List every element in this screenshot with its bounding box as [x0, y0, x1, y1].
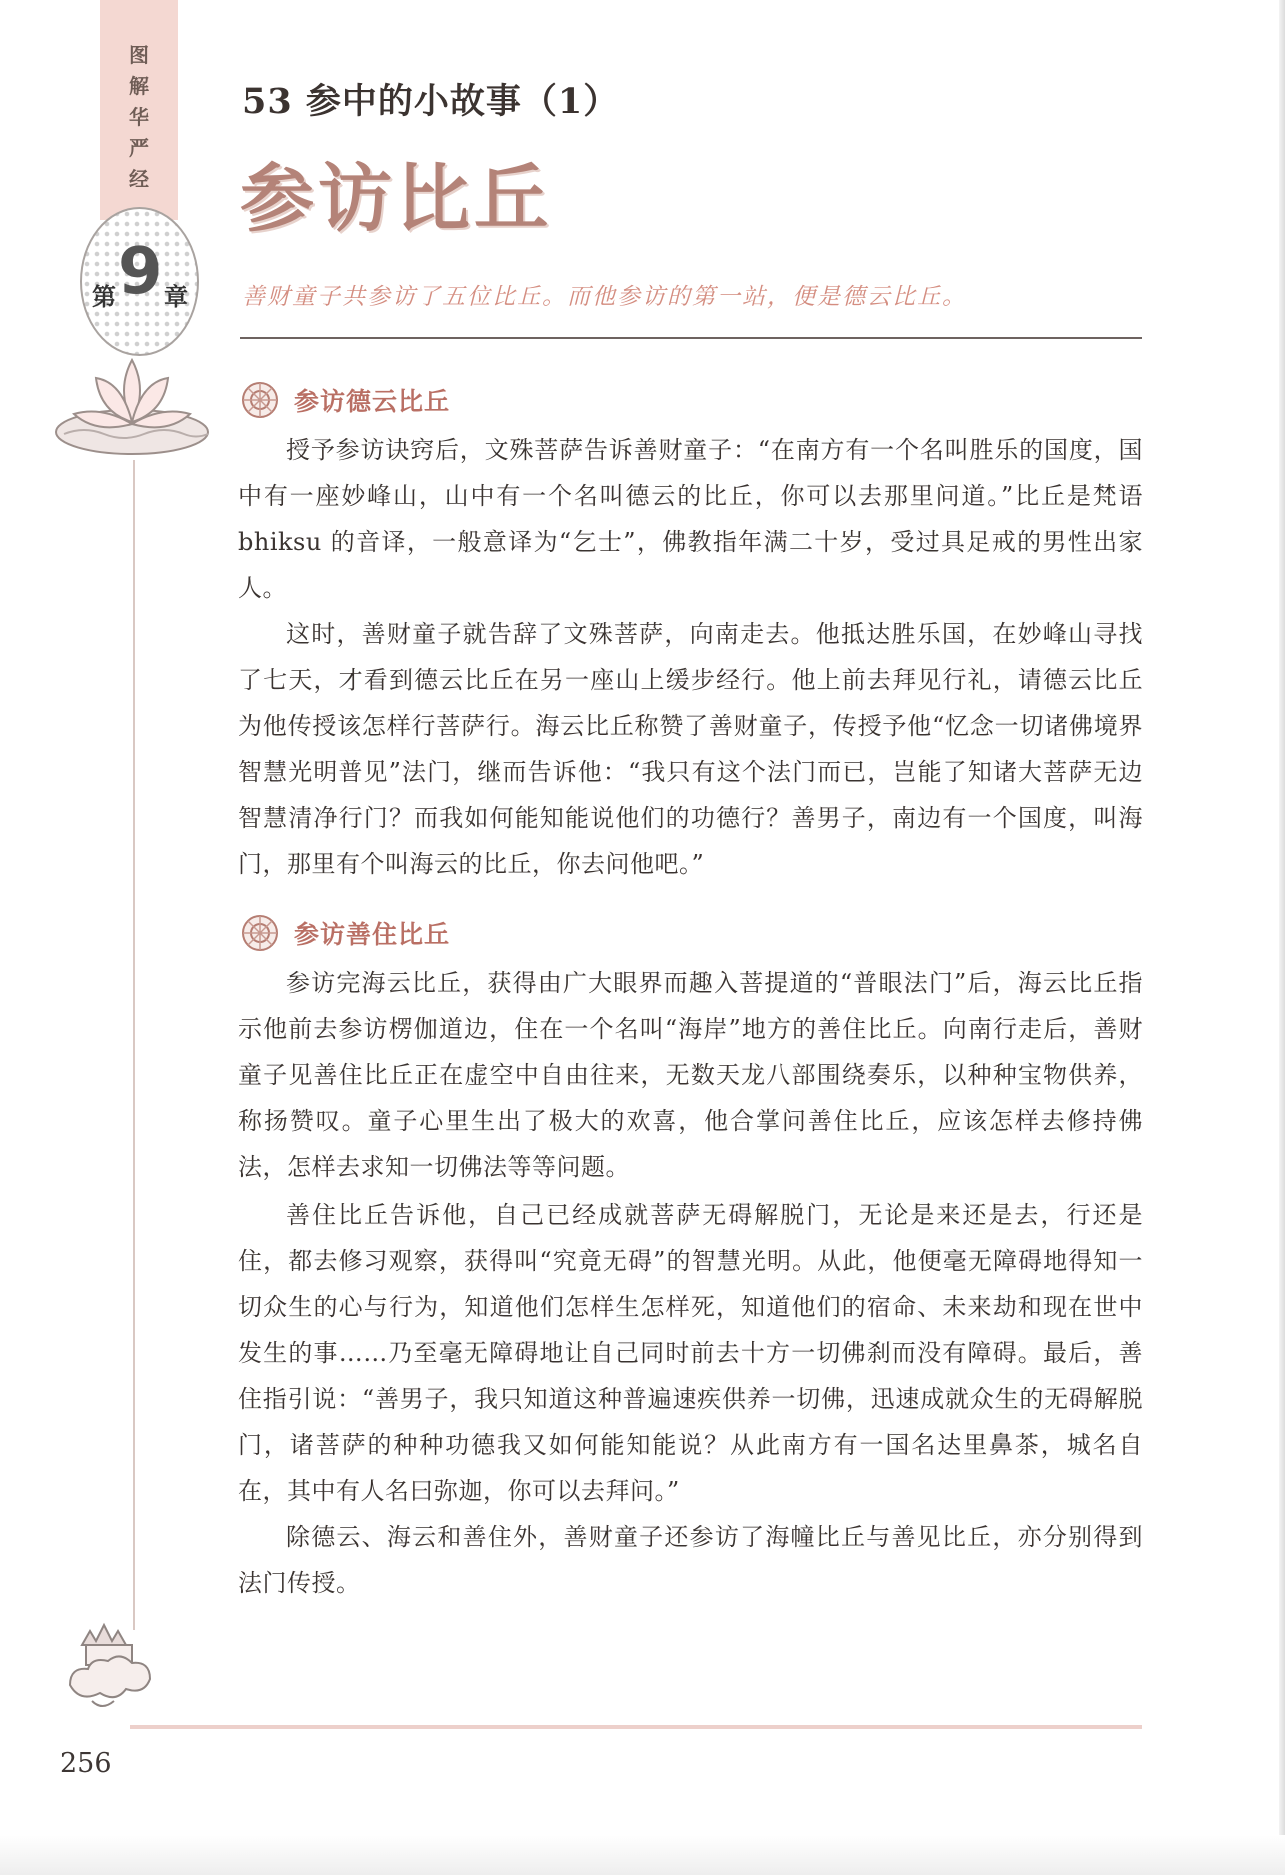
book-title-char: 图: [129, 43, 149, 67]
book-title-char: 经: [129, 167, 149, 191]
book-title-char: 严: [129, 136, 149, 160]
book-title-char: 解: [129, 74, 149, 98]
chapter-suffix: 章: [164, 283, 188, 311]
body-paragraph: 参访完海云比丘，获得由广大眼界而趣入菩提道的“普眼法门”后，海云比丘指示他前去参访楞伽道边，住在一个名叫“海岸”地方的善住比丘。向南行走后，善财童子见善住比丘正在虚空中自由往来，无数天龙八部围绕奏乐，以种种宝物供养，称扬赞叹。童子心里生出了极大的欢喜，他合掌问善住比丘，应该怎样去修持佛法，怎样去求知一切佛法等等问题。: [238, 969, 1143, 1181]
section-kicker: 53 参中的小故事（1）: [242, 81, 620, 122]
dharma-wheel-icon: [240, 913, 280, 953]
cloud-ornament-icon: [62, 1615, 156, 1715]
page-title: 参访比丘: [240, 156, 552, 242]
lotus-icon: [54, 352, 210, 458]
footer-divider: [130, 1725, 1142, 1729]
body-paragraph: 除德云、海云和善住外，善财童子还参访了海幢比丘与善见比丘，亦分别得到法门传授。: [238, 1523, 1143, 1597]
margin-rule: [133, 460, 135, 1630]
page-number: 256: [60, 1748, 112, 1779]
book-title-vertical: [124, 40, 154, 195]
chapter-prefix: 第: [92, 283, 116, 311]
chapter-label: [88, 235, 198, 311]
chapter-number: 9: [118, 235, 163, 309]
section-heading: [240, 380, 450, 420]
page-bottom-shadow: [0, 1835, 1285, 1875]
body-paragraph: 授予参访诀窍后，文殊菩萨告诉善财童子：“在南方有一个名叫胜乐的国度，国中有一座妙峰山，山中有一个名叫德云的比丘，你可以去那里问道。”比丘是梵语 bhiksu 的音译，一般意译为“乞士”，佛教指年满二十岁，受过具足戒的男性出家人。: [238, 436, 1143, 602]
dharma-wheel-icon: [240, 380, 280, 420]
page-subtitle: 善财童子共参访了五位比丘。而他参访的第一站，便是德云比丘。: [242, 284, 967, 310]
section-title: 参访德云比丘: [294, 387, 451, 416]
page-edge-shadow: [1279, 0, 1285, 1875]
book-title-char: 华: [129, 105, 149, 129]
body-paragraph: 善住比丘告诉他，自己已经成就菩萨无碍解脱门，无论是来还是去，行还是住，都去修习观察，获得叫“究竟无碍”的智慧光明。从此，他便毫无障碍地得知一切众生的心与行为，知道他们怎样生怎样死，知道他们的宿命、未来劫和现在世中发生的事……乃至毫无障碍地让自己同时前去十方一切佛刹而没有障碍。最后，善住指引说：“善男子，我只知道这种普遍速疾供养一切佛，迅速成就众生的无碍解脱门，诸菩萨的种种功德我又如何能知能说？从此南方有一国名达里鼻茶，城名自在，其中有人名曰弥迦，你可以去拜问。”: [238, 1201, 1143, 1505]
section-title: 参访善住比丘: [294, 920, 451, 949]
body-paragraph: 这时，善财童子就告辞了文殊菩萨，向南走去。他抵达胜乐国，在妙峰山寻找了七天，才看到德云比丘在另一座山上缓步经行。他上前去拜见行礼，请德云比丘为他传授该怎样行菩萨行。海云比丘称赞了善财童子，传授予他“忆念一切诸佛境界智慧光明普见”法门，继而告诉他：“我只有这个法门而已，岂能了知诸大菩萨无边智慧清净行门？而我如何能知能说他们的功德行？善男子，南边有一个国度，叫海门，那里有个叫海云的比丘，你去问他吧。”: [238, 620, 1143, 878]
header-divider: [240, 337, 1142, 339]
section-heading: [240, 913, 450, 953]
